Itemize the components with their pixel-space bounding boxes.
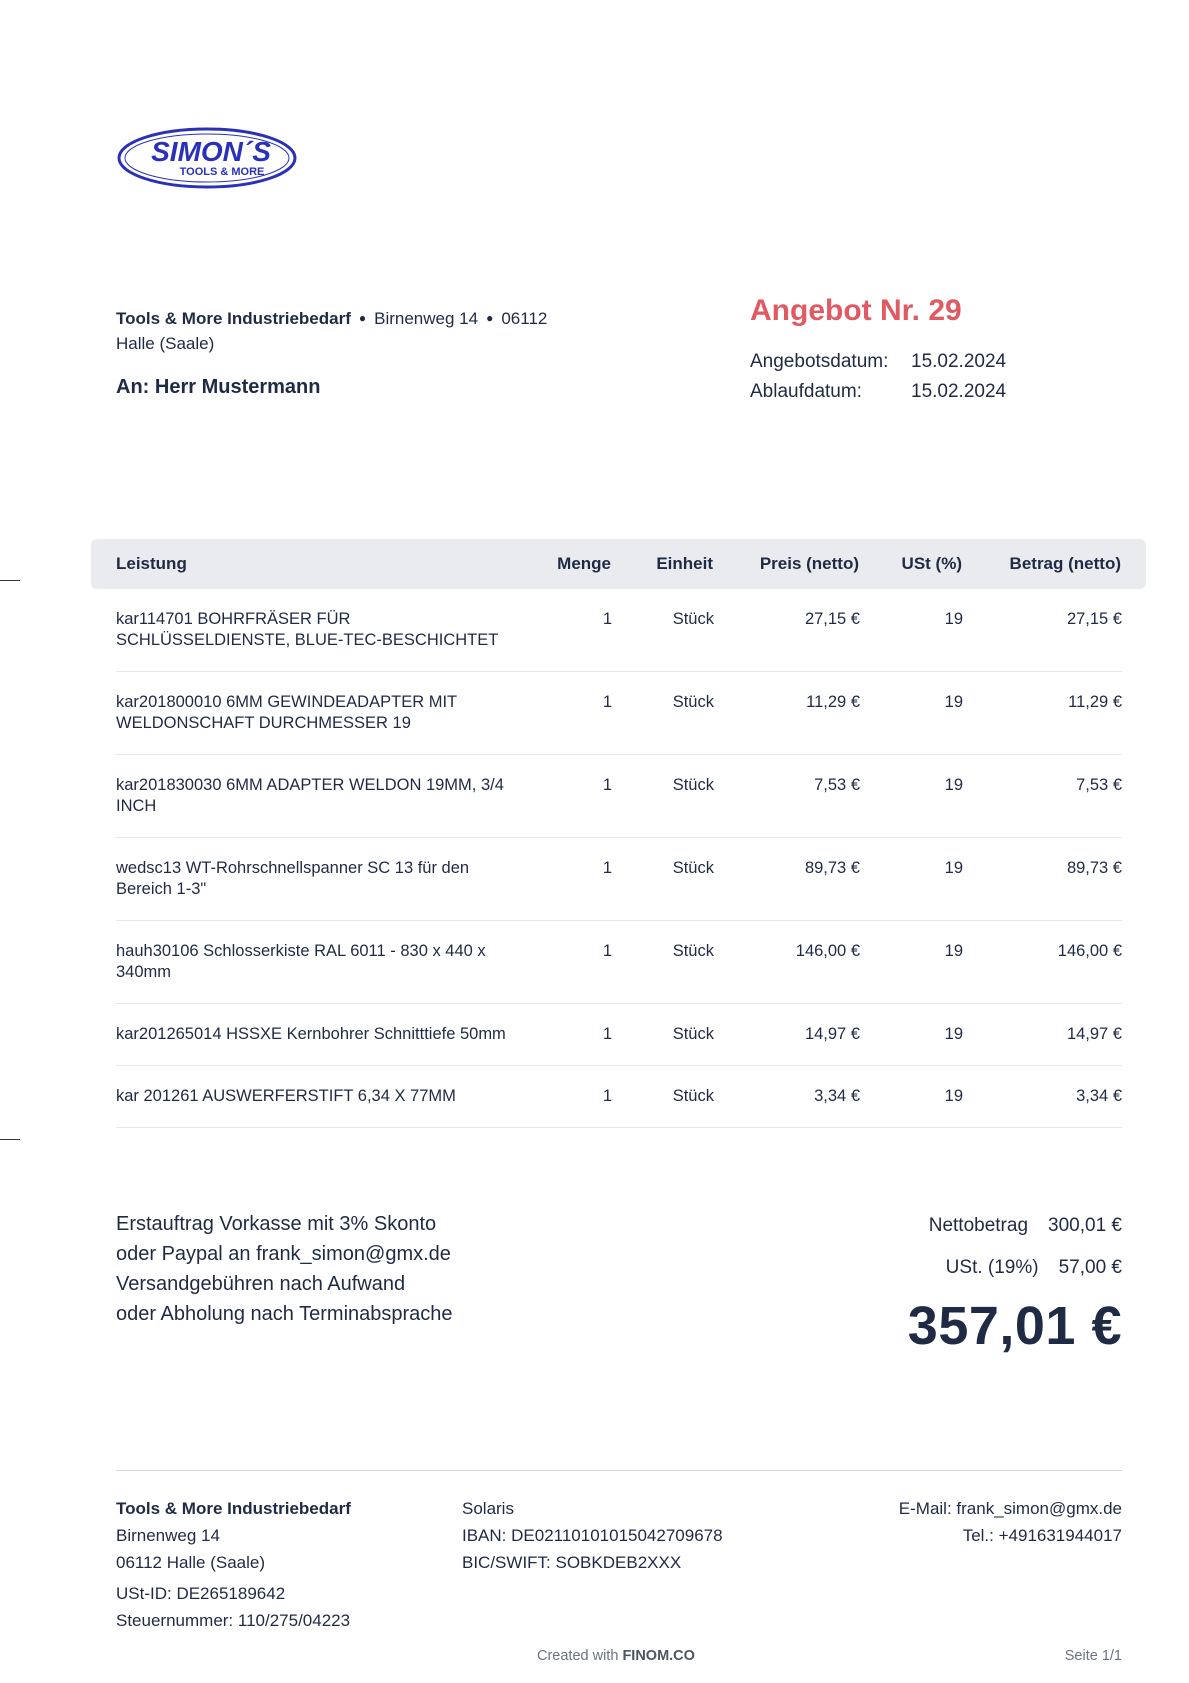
item-vat: 19	[944, 776, 963, 794]
item-amount: 27,15 €	[1066, 610, 1122, 628]
footer-vat-id: USt-ID: DE265189642	[116, 1584, 286, 1603]
item-amount: 89,73 €	[1066, 859, 1122, 877]
item-price: 146,00 €	[795, 942, 860, 960]
logo-sub-text: TOOLS & MORE	[179, 166, 265, 178]
item-qty: 1	[602, 610, 612, 628]
note-line: oder Abholung nach Terminabsprache	[116, 1303, 453, 1325]
item-price: 11,29 €	[806, 693, 860, 711]
item-vat: 19	[944, 1025, 963, 1043]
footer-bic: BIC/SWIFT: SOBKDEB2XXX	[462, 1553, 682, 1572]
offer-expiry-value: 15.02.2024	[911, 381, 1007, 402]
item-description: wedsc13 WT-Rohrschnellspanner SC 13 für den Bereich 1-3"	[116, 859, 470, 898]
item-vat: 19	[944, 610, 963, 628]
net-value: 300,01 €	[1048, 1215, 1122, 1236]
item-vat: 19	[944, 859, 963, 877]
footer-street: Birnenweg 14	[116, 1526, 220, 1545]
vat-label: USt. (19%)	[945, 1257, 1039, 1278]
fold-mark-bottom	[0, 1139, 20, 1140]
payment-notes	[116, 1209, 453, 1329]
footer-company-info	[116, 1495, 351, 1634]
offer-date-value: 15.02.2024	[911, 351, 1007, 372]
item-qty: 1	[602, 942, 612, 960]
item-unit: Stück	[672, 942, 714, 960]
table-row	[116, 921, 1122, 1004]
item-description: kar201830030 6MM ADAPTER WELDON 19MM, 3/4 INCH	[116, 776, 504, 815]
header-amount: Betrag (netto)	[1009, 554, 1121, 573]
footer-bank-info	[462, 1495, 723, 1576]
separator-dot: ●	[486, 311, 494, 325]
net-label: Nettobetrag	[928, 1215, 1029, 1236]
item-vat: 19	[944, 1087, 963, 1105]
logo-main-text: SIMON´S	[151, 136, 271, 167]
footer-bank: Solaris	[462, 1499, 514, 1518]
separator-dot: ●	[358, 311, 367, 325]
item-amount: 14,97 €	[1066, 1025, 1122, 1043]
sender-street: Birnenweg 14	[374, 309, 479, 328]
item-amount: 7,53 €	[1076, 776, 1122, 794]
table-row	[116, 672, 1122, 755]
recipient: An: Herr Mustermann	[116, 376, 321, 398]
footer-divider	[116, 1470, 1122, 1471]
net-total-line	[908, 1205, 1122, 1247]
sender-address-line	[116, 306, 636, 356]
vat-value: 57,00 €	[1058, 1257, 1122, 1278]
created-prefix: Created with	[537, 1648, 619, 1664]
note-line: Versandgebühren nach Aufwand	[116, 1273, 406, 1295]
item-description: kar201800010 6MM GEWINDEADAPTER MIT WELDONSCHAFT DURCHMESSER 19	[116, 693, 457, 732]
footer-email: E-Mail: frank_simon@gmx.de	[898, 1499, 1122, 1518]
item-description: kar 201261 AUSWERFERSTIFT 6,34 X 77MM	[116, 1087, 456, 1105]
item-qty: 1	[602, 1087, 612, 1105]
footer-contact-info	[899, 1495, 1122, 1549]
fold-mark-top	[0, 580, 20, 581]
header-unit: Einheit	[656, 554, 713, 573]
note-line: Erstauftrag Vorkasse mit 3% Skonto	[116, 1213, 437, 1235]
item-unit: Stück	[672, 610, 714, 628]
item-qty: 1	[602, 1025, 612, 1043]
page-number: Seite 1/1	[1064, 1648, 1122, 1664]
item-vat: 19	[944, 693, 963, 711]
item-vat: 19	[944, 942, 963, 960]
item-amount: 146,00 €	[1057, 942, 1122, 960]
offer-date-label: Angebotsdatum:	[750, 351, 889, 372]
item-unit: Stück	[672, 1087, 714, 1105]
offer-title: Angebot Nr. 29	[750, 294, 962, 327]
item-unit: Stück	[672, 1025, 714, 1043]
footer-phone: Tel.: +491631944017	[962, 1526, 1122, 1545]
item-unit: Stück	[672, 693, 714, 711]
header-service: Leistung	[116, 554, 187, 573]
item-price: 7,53 €	[814, 776, 860, 794]
offer-expiry-label: Ablaufdatum:	[750, 381, 862, 402]
grand-total: 357,01 €	[907, 1296, 1122, 1356]
table-row	[116, 755, 1122, 838]
created-brand: FINOM.CO	[622, 1648, 695, 1664]
item-description: hauh30106 Schlosserkiste RAL 6011 - 830 x 440 x 340mm	[116, 942, 486, 981]
item-unit: Stück	[672, 776, 714, 794]
item-price: 27,15 €	[804, 610, 860, 628]
table-row	[116, 1004, 1122, 1066]
totals	[908, 1205, 1122, 1357]
header-price: Preis (netto)	[759, 554, 859, 573]
offer-meta	[750, 347, 1006, 407]
item-qty: 1	[602, 859, 612, 877]
item-price: 89,73 €	[804, 859, 860, 877]
table-header	[91, 539, 1146, 589]
item-amount: 3,34 €	[1076, 1087, 1122, 1105]
item-price: 14,97 €	[804, 1025, 860, 1043]
table-row	[116, 1066, 1122, 1128]
item-description: kar114701 BOHRFRÄSER FÜR SCHLÜSSELDIENSTE, BLUE-TEC-BESCHICHTET	[116, 610, 499, 649]
header-qty: Menge	[557, 554, 611, 573]
footer-company: Tools & More Industriebedarf	[116, 1499, 351, 1518]
item-qty: 1	[602, 776, 612, 794]
created-with	[537, 1648, 695, 1664]
item-description: kar201265014 HSSXE Kernbohrer Schnitttiefe 50mm	[116, 1025, 506, 1043]
company-logo	[116, 125, 298, 191]
sender-zip: 06112	[501, 309, 548, 328]
vat-total-line	[908, 1247, 1122, 1289]
sender-company: Tools & More Industriebedarf	[116, 309, 351, 328]
footer-city: 06112 Halle (Saale)	[116, 1553, 265, 1572]
note-line: oder Paypal an frank_simon@gmx.de	[116, 1243, 451, 1265]
footer-iban: IBAN: DE02110101015042709678	[462, 1526, 723, 1545]
line-items	[116, 589, 1122, 1128]
item-unit: Stück	[672, 859, 714, 877]
item-qty: 1	[602, 693, 612, 711]
header-vat: USt (%)	[901, 554, 962, 573]
footer-tax-no: Steuernummer: 110/275/04223	[116, 1611, 351, 1630]
table-row	[116, 838, 1122, 921]
sender-city: Halle (Saale)	[116, 334, 215, 353]
item-price: 3,34 €	[814, 1087, 860, 1105]
table-row	[116, 589, 1122, 672]
item-amount: 11,29 €	[1068, 693, 1122, 711]
